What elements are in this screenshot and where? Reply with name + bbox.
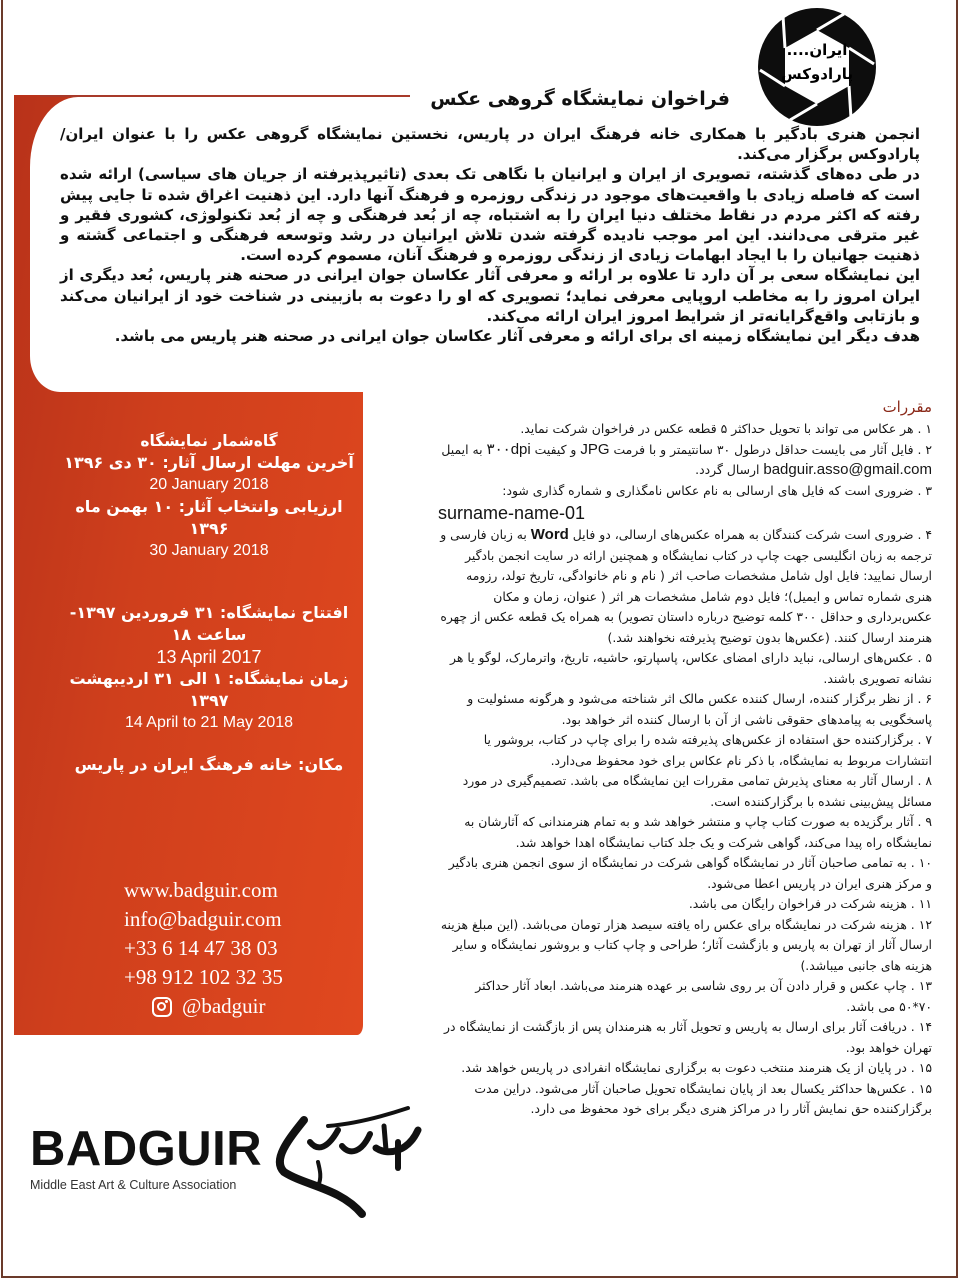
- rules-section: [440, 397, 932, 1120]
- rule-item: ۱۱ . هزینه شرکت در فراخوان رایگان می باشد.: [688, 896, 932, 911]
- calligraphy-logo-icon: [258, 1090, 428, 1220]
- rule-item: ۱۲ . هزینه شرکت در نمایشگاه برای عکس راه یافته سیصد هزار تومان می‌باشد. (این مبلغ هزینه ارسال آثار از تهران به پاریس و بازگشت آثار؛ طراحی و چاپ کتاب و بروشور نمایشگاه و سایر هزینه های جانبی میباشد.): [440, 916, 932, 973]
- review-en: 30 January 2018: [149, 542, 269, 559]
- intro-text: [60, 124, 920, 346]
- rule-2-mid: و کیفیت: [530, 441, 581, 457]
- rule-item: ۸ . ارسال آثار به معنای پذیرش تمامی مقررات این نمایشگاه می باشد. تصمیم‌گیری در مورد مسائل پیش‌بینی نشده با برگزارکننده است.: [462, 773, 932, 809]
- rule-item: ۳ . ضروری است که فایل های ارسالی به نام عکاس نامگذاری و شماره گذاری شود:: [502, 482, 932, 498]
- rule-4-rest: به زبان فارسی و ترجمه به زبان انگلیسی جهت چاپ در کتاب نمایشگاه و همچنین ارائه در سایت انجمن بادگیر ارسال نمایید: فایل اول شامل مشخصات صاحب اثر ( نام و نام خانوادگی، تاریخ تولد، رزومه هنری شماره تماس و ایمیل)؛ فایل دوم شامل مشخصات هر اثر ( عنوان، زمان و مکان عکس‌برداری و حداقل ۳۰۰ کلمه توضیح درباره داستان تصویر) به همراه یک قطعه عکس از چهره هنرمند ارسال کنند. (عکس‌ها بدون توضیح پذیرفته نخواهند شد.): [440, 527, 932, 645]
- venue-fa: مکان: خانه فرهنگ ایران در پاریس: [74, 755, 344, 774]
- aperture-logo: [756, 6, 878, 128]
- rule-4-word: Word: [530, 526, 569, 543]
- timeline-heading: گاه‌شمار نمایشگاه: [140, 432, 278, 450]
- rule-item: ۵ . عکس‌های ارسالی، نباید دارای امضای عکاس، پاسپارتو، حاشیه، تاریخ، واترمارک، لوگو یا هر نشانه تصویری باشند.: [450, 650, 932, 686]
- email-link[interactable]: info@badguir.com: [124, 907, 282, 931]
- phone-france: +33 6 14 47 38 03: [124, 936, 278, 960]
- badguir-subtitle: Middle East Art & Culture Association: [30, 1178, 237, 1192]
- rule-item: ۱۳ . چاپ عکس و قرار دادن آن بر روی شاسی بر عهده هنرمند می‌باشد. ابعاد آثار حداکثر ۷۰*۵۰ می باشد.: [475, 978, 932, 1014]
- intro-paragraph: انجمن هنری بادگیر با همکاری خانه فرهنگ ایران در پاریس، نخستین نمایشگاه گروهی عکس را با عنوان ایران/پارادوکس برگزار می‌کند.: [60, 125, 920, 164]
- website-link[interactable]: www.badguir.com: [124, 878, 278, 902]
- phone-iran: +98 912 102 32 35: [124, 965, 283, 989]
- duration-en: 14 April to 21 May 2018: [124, 714, 294, 731]
- rule-4-text: ۴ . ضروری است شرکت کنندگان به همراه عکس‌های ارسالی، دو فایل: [572, 527, 932, 542]
- intro-paragraph: در طی ده‌های گذشته، تصویری از ایران و ایرانیان با نگاهی تک بعدی (تاثیرپذیرفته از جریان های سیاسی) ارائه شده است که فاصله زیادی با واقعیت‌های موجود در زندگی روزمره و فرهنگ آنها دارد. این ذهنیت اغراق شده تا جایی پیش رفته که اکثر مردم در نقاط مختلف دنیا ایران را به اشتباه، چه از بُعد فرهنگی و چه از بُعد تکنولوژی، کشوری فقیر و غیر مترقی می‌دانند. این امر موجب نادیده گرفته شدن تلاش ایرانیان در رشد وتوسعه فرهنگی و اجتماعی گشته و ذهنیت جهانیان را با ایجاد ابهامات زیادی از زندگی روزمره و فرهنگ آنان، مسموم کرده است.: [60, 165, 920, 265]
- deadline-en: 20 January 2018: [149, 476, 269, 493]
- rule-item: ۱۵ . در پایان از یک هنرمند منتخب دعوت به برگزاری نمایشگاه انفرادی در پاریس خواهد شد.: [461, 1060, 932, 1075]
- rule-item: [440, 440, 932, 481]
- instagram-handle[interactable]: @badguir: [182, 994, 266, 1018]
- rule-2-dpi: ۳۰۰dpi: [486, 440, 531, 458]
- rule-item: ۱۴ . دریافت آثار برای ارسال به پاریس و تحویل آثار به هنرمندان پس از بازگشت از نمایشگاه در تهران خواهد بود.: [443, 1019, 932, 1055]
- rule-item: ۷ . برگزارکننده حق استفاده از عکس‌های پذیرفته شده را برای چاپ در کتاب، بروشور یا انتشارات مربوط به نمایشگاه، با ذکر نام عکاس برای خود محفوظ می‌دارد.: [483, 732, 932, 768]
- rule-2-text: ۲ . فایل آثار می بایست حداقل درطول ۳۰ سانتیمتر و با فرمت: [613, 441, 932, 457]
- page-title: فراخوان نمایشگاه گروهی عکس: [430, 88, 730, 110]
- rule-2-format: JPG: [580, 440, 610, 458]
- contact-info: [124, 876, 344, 1021]
- badguir-name: BADGUIR: [30, 1122, 263, 1176]
- rules-title: مقررات: [882, 398, 932, 416]
- rule-item: ۱۰ . به تمامی صاحبان آثار در نمایشگاه گواهی شرکت در نمایشگاه از سوی انجمن هنری بادگیر و مرکز هنری ایران در پاریس اعطا می‌شود.: [448, 855, 932, 891]
- filename-example: surname-name-01: [438, 503, 586, 523]
- rule-2-end: ارسال گردد.: [695, 462, 764, 477]
- rule-2-email[interactable]: badguir.asso@gmail.com: [763, 461, 932, 478]
- instagram-row[interactable]: [124, 992, 344, 1021]
- exhibition-timeline: [54, 430, 364, 776]
- duration-fa: زمان نمایشگاه: ۱ الی ۳۱ اردیبهشت ۱۳۹۷: [69, 669, 349, 710]
- logo-text: [756, 38, 878, 86]
- deadline-fa: آخرین مهلت ارسال آثار: ۳۰ دی ۱۳۹۶: [64, 453, 354, 472]
- intro-paragraph: هدف دیگر این نمایشگاه زمینه ای برای ارائه و معرفی آثار عکاسان جوان ایرانی در صحنه هنر پاریس می باشد.: [114, 327, 920, 346]
- review-fa: ارزیابی وانتخاب آثار: ۱۰ بهمن ماه ۱۳۹۶: [75, 497, 343, 538]
- rule-2-to-email: به ایمیل: [441, 441, 487, 457]
- khaneh-farhang-logo: [258, 1090, 428, 1220]
- rule-item: ۱۵ . عکس‌ها حداکثر یکسال بعد از پایان نمایشگاه تحویل صاحبان آثار می‌شود. دراین مدت برگزارکننده حق نمایش آثار را در مراکز هنری دیگر برای خود محفوظ می دارد.: [474, 1080, 932, 1116]
- badguir-logo: [30, 1124, 262, 1192]
- logo-line-1: ایران....: [786, 41, 848, 59]
- opening-en: 13 April 2017: [156, 647, 262, 667]
- rule-item: ۹ . آثار برگزیده به صورت کتاب چاپ و منتشر خواهد شد و به تمام هنرمندانی که آثارشان به نمایشگاه راه پیدا می‌کند، گواهی شرکت و یک جلد کتاب نمایشگاه اهدا خواهد شد.: [464, 814, 932, 850]
- rule-item: ۶ . از نظر برگزار کننده، ارسال کننده عکس مالک اثر شناخته می‌شود و هرگونه مسئولیت و پاسخگویی به پیامدهای حقوقی ناشی از آن با ارسال کننده اثر خواهد بود.: [467, 691, 932, 727]
- opening-fa: افتتاح نمایشگاه: ۳۱ فروردین ۱۳۹۷- ساعت ۱۸: [69, 603, 349, 644]
- rule-item: ۱ . هر عکاس می تواند با تحویل حداکثر ۵ قطعه عکس در فراخوان شرکت نماید.: [520, 421, 932, 436]
- logo-line-2: پارادوکس: [781, 65, 853, 83]
- rule-item: [440, 525, 932, 648]
- instagram-icon: [152, 997, 172, 1017]
- intro-paragraph: این نمایشگاه سعی بر آن دارد تا علاوه بر ارائه و معرفی آثار عکاسان جوان ایرانی در صحنه هنر پاریس، بُعد دیگری از ایران امروز را به مخاطب اروپایی معرفی نماید؛ تصویری که او را دعوت به بازبینی در شناخت خود از ایرانیان می‌کند و بازتابی واقع‌گرایانه‌تر از شرایط امروز ایران ارائه می‌کند.: [60, 266, 920, 325]
